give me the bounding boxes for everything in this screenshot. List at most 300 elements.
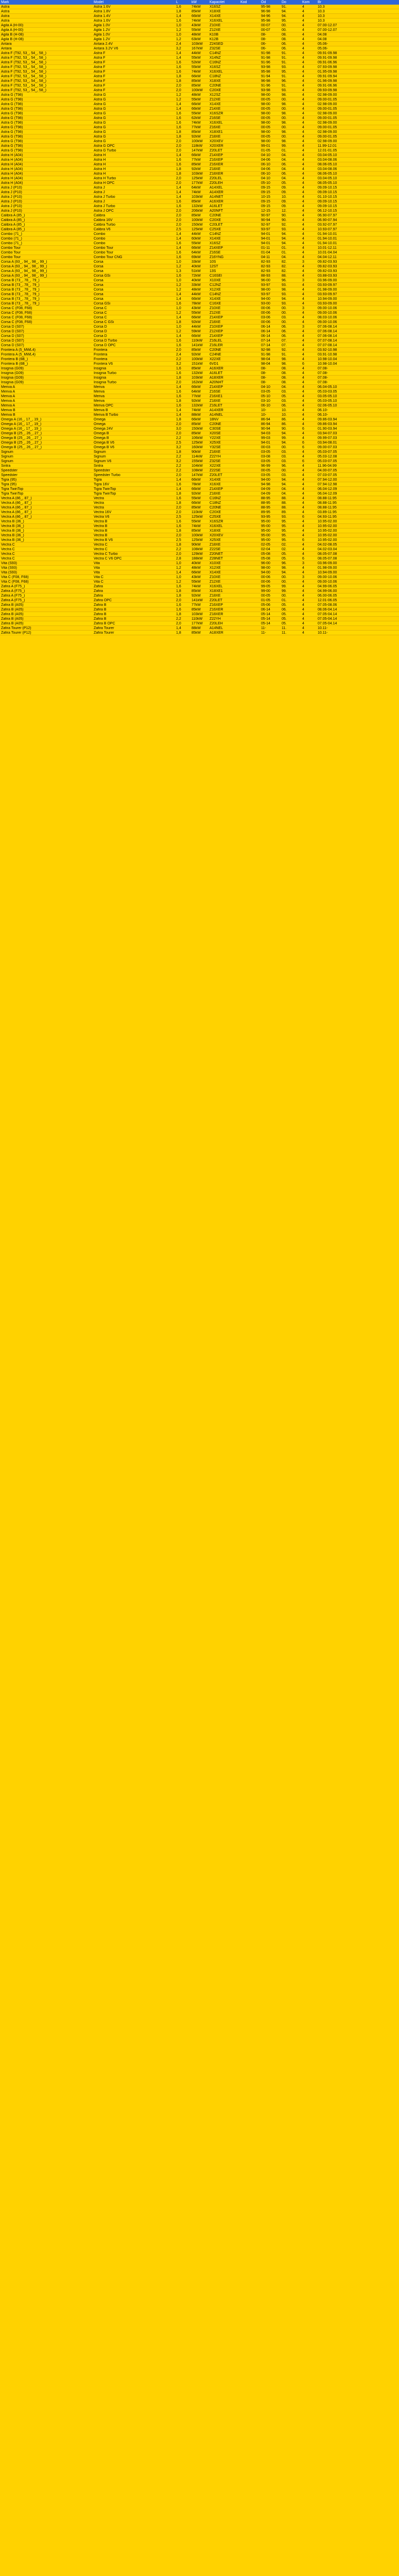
- cell-litres: 1,4: [176, 297, 181, 301]
- cell-kw: 63kW: [192, 37, 201, 41]
- table-row[interactable]: [0, 297, 399, 301]
- cell-count: 4: [302, 287, 304, 292]
- table-row[interactable]: [0, 408, 399, 413]
- cell-engine: Z18XE: [210, 450, 221, 454]
- table-row[interactable]: [0, 153, 399, 158]
- table-row[interactable]: [0, 255, 399, 260]
- cell-litres: 1,8: [176, 543, 181, 547]
- table-row[interactable]: [0, 366, 399, 371]
- table-row[interactable]: [0, 543, 399, 547]
- cell-kw: 44kW: [192, 325, 201, 329]
- cell-to: 09.: [282, 204, 287, 208]
- table-row[interactable]: [0, 51, 399, 56]
- table-row[interactable]: [0, 83, 399, 88]
- table-row[interactable]: [0, 607, 399, 612]
- cell-count: 4: [302, 185, 304, 190]
- cell-kw: 85kW: [192, 589, 201, 593]
- col-header-model[interactable]: Model: [94, 1, 104, 4]
- table-row[interactable]: [0, 88, 399, 93]
- table-row[interactable]: [0, 260, 399, 264]
- table-row[interactable]: [0, 134, 399, 139]
- table-row[interactable]: [0, 274, 399, 278]
- table-row[interactable]: [0, 315, 399, 320]
- cell-litres: 1,4: [176, 195, 181, 199]
- col-header-engine[interactable]: Kapacitet: [210, 1, 225, 4]
- cell-range: 10.93-07.97: [318, 227, 337, 231]
- cell-model: Astra H: [94, 162, 106, 166]
- table-row[interactable]: [0, 584, 399, 589]
- table-row[interactable]: [0, 445, 399, 450]
- table-row[interactable]: [0, 552, 399, 556]
- cell-litres: 2,8: [176, 556, 181, 561]
- cell-to: 91.: [282, 51, 287, 55]
- cell-litres: 1,6: [176, 250, 181, 255]
- cell-mark: Zafira B (A05): [1, 607, 24, 612]
- cell-model: Meriva: [94, 399, 105, 403]
- cell-mark: Vectra A (86_, 87_): [1, 505, 32, 510]
- cell-count: 4: [302, 130, 304, 134]
- cell-to: 90.: [282, 218, 287, 222]
- table-row[interactable]: [0, 621, 399, 626]
- cell-to: 03.: [282, 473, 287, 477]
- cell-litres: 3,2: [176, 459, 181, 463]
- table-row[interactable]: [0, 580, 399, 584]
- cell-from: 94-98: [261, 482, 270, 486]
- cell-litres: 1,2: [176, 93, 181, 97]
- cell-engine: A20NFT: [210, 209, 223, 213]
- table-row[interactable]: [0, 287, 399, 292]
- table-row[interactable]: [0, 70, 399, 74]
- cell-litres: 1,0: [176, 23, 181, 27]
- table-row[interactable]: [0, 56, 399, 60]
- cell-count: 4: [302, 93, 304, 97]
- cell-model: Astra J: [94, 190, 105, 194]
- cell-model: Zafira Tourer: [94, 626, 114, 630]
- cell-range: 10.3: [318, 9, 325, 13]
- cell-model: Combo: [94, 236, 106, 241]
- cell-count: 4: [302, 264, 304, 268]
- cell-litres: 1,2: [176, 287, 181, 292]
- table-row[interactable]: [0, 403, 399, 408]
- table-row[interactable]: [0, 292, 399, 297]
- table-row[interactable]: [0, 320, 399, 325]
- col-header-count[interactable]: Kom: [302, 1, 310, 4]
- col-header-litres[interactable]: L: [176, 1, 178, 4]
- cell-model: Vectra B: [94, 524, 108, 528]
- table-row[interactable]: [0, 65, 399, 70]
- table-row[interactable]: [0, 32, 399, 37]
- cell-engine: X10XE: [210, 561, 221, 565]
- cell-engine: Z16XE1: [210, 394, 223, 398]
- cell-model: Astra G: [94, 111, 106, 115]
- table-row[interactable]: [0, 334, 399, 338]
- cell-kw: 40kW: [192, 561, 201, 565]
- cell-to: 06.: [282, 162, 287, 166]
- cell-count: 3: [302, 306, 304, 310]
- cell-model: Astra H: [94, 167, 106, 171]
- table-row[interactable]: [0, 589, 399, 594]
- cell-from: 88-95: [261, 501, 270, 505]
- cell-from: 95-00: [261, 533, 270, 537]
- cell-count: 4: [302, 399, 304, 403]
- table-row[interactable]: [0, 116, 399, 121]
- cell-count: 4: [302, 450, 304, 454]
- cell-litres: 2,0: [176, 176, 181, 180]
- cell-from: 04-10: [261, 176, 270, 180]
- table-row[interactable]: [0, 515, 399, 519]
- cell-model: Combo: [94, 232, 106, 236]
- cell-count: 6: [302, 427, 304, 431]
- cell-model: Meriva B: [94, 408, 108, 412]
- table-row[interactable]: [0, 162, 399, 167]
- table-row[interactable]: [0, 413, 399, 417]
- table-row[interactable]: [0, 422, 399, 427]
- table-row[interactable]: [0, 232, 399, 236]
- cell-litres: 1,2: [176, 283, 181, 287]
- table-row[interactable]: [0, 241, 399, 246]
- cell-kw: 40kW: [192, 264, 201, 268]
- cell-engine: C18NZ: [210, 74, 221, 78]
- table-row[interactable]: [0, 482, 399, 487]
- cell-mark: Astra H (A04): [1, 158, 23, 162]
- table-row[interactable]: [0, 190, 399, 195]
- cell-model: Vectra B: [94, 529, 108, 533]
- cell-litres: 1,6: [176, 607, 181, 612]
- table-row[interactable]: [0, 213, 399, 218]
- cell-to: 98.: [282, 287, 287, 292]
- table-row[interactable]: [0, 269, 399, 274]
- table-row[interactable]: [0, 362, 399, 366]
- cell-mark: Vita (S93): [1, 561, 17, 565]
- table-row[interactable]: [0, 473, 399, 478]
- table-row[interactable]: [0, 97, 399, 102]
- table-row[interactable]: [0, 399, 399, 403]
- table-row[interactable]: [0, 223, 399, 227]
- cell-to: 95.: [282, 524, 287, 528]
- cell-litres: 2,2: [176, 436, 181, 440]
- cell-model: Zafira B: [94, 607, 107, 612]
- table-row[interactable]: [0, 42, 399, 46]
- cell-model: Vectra: [94, 501, 104, 505]
- table-row[interactable]: [0, 385, 399, 389]
- table-row[interactable]: [0, 529, 399, 533]
- table-row[interactable]: [0, 176, 399, 181]
- cell-engine: X14NZ: [210, 56, 221, 60]
- table-row[interactable]: [0, 311, 399, 315]
- table-row[interactable]: [0, 556, 399, 561]
- cell-model: Corsa: [94, 297, 103, 301]
- cell-kw: 40kW: [192, 278, 201, 282]
- table-row[interactable]: [0, 19, 399, 23]
- table-row[interactable]: [0, 487, 399, 492]
- cell-litres: 1,0: [176, 278, 181, 282]
- table-row[interactable]: [0, 148, 399, 153]
- table-row[interactable]: [0, 79, 399, 83]
- table-row[interactable]: [0, 376, 399, 380]
- cell-count: 4: [302, 209, 304, 213]
- cell-mark: Corsa B (73_, 78_, 79_): [1, 292, 40, 296]
- cell-kw: 206kW: [192, 209, 203, 213]
- cell-model: Meriva B Turbo: [94, 413, 118, 417]
- cell-kw: 66kW: [192, 102, 201, 106]
- cell-litres: 1,4: [176, 246, 181, 250]
- table-row[interactable]: [0, 93, 399, 97]
- cell-kw: 74kW: [192, 19, 201, 23]
- table-row[interactable]: [0, 250, 399, 255]
- cell-litres: 2,2: [176, 547, 181, 551]
- cell-litres: 1,4: [176, 56, 181, 60]
- table-row[interactable]: [0, 594, 399, 598]
- cell-from: 93-95: [261, 515, 270, 519]
- cell-mark: Signum: [1, 450, 13, 454]
- table-row[interactable]: [0, 431, 399, 436]
- cell-kw: 77kW: [192, 125, 201, 129]
- table-row[interactable]: [0, 172, 399, 176]
- table-row[interactable]: [0, 102, 399, 107]
- table-row[interactable]: [0, 380, 399, 385]
- table-row[interactable]: [0, 107, 399, 111]
- table-row[interactable]: [0, 9, 399, 14]
- cell-to: 00.: [282, 116, 287, 120]
- cell-range: 02.06-05.10: [318, 403, 337, 408]
- cell-count: 4: [302, 88, 304, 92]
- col-header-kw[interactable]: kW: [192, 1, 197, 4]
- table-row[interactable]: [0, 185, 399, 190]
- table-row[interactable]: [0, 352, 399, 357]
- cell-range: 07.00-12.07: [318, 23, 337, 27]
- cell-kw: 188kW: [192, 556, 203, 561]
- table-row[interactable]: [0, 264, 399, 269]
- cell-kw: 100kW: [192, 139, 203, 143]
- table-row[interactable]: [0, 570, 399, 575]
- cell-mark: Astra F (T92, 53_, 54_, 58_): [1, 70, 46, 74]
- table-row[interactable]: [0, 306, 399, 311]
- table-row[interactable]: [0, 130, 399, 134]
- table-row[interactable]: [0, 283, 399, 287]
- table-row[interactable]: [0, 167, 399, 172]
- cell-engine: X16XE: [210, 482, 221, 486]
- cell-engine: C20XE: [210, 510, 221, 514]
- table-row[interactable]: [0, 459, 399, 464]
- cell-engine: C25XE: [210, 227, 221, 231]
- cell-engine: X18XE1: [210, 130, 223, 134]
- table-row[interactable]: [0, 533, 399, 538]
- cell-count: 4: [302, 380, 304, 384]
- cell-range: 10.98-10.04: [318, 362, 337, 366]
- cell-range: 09.00-01.05: [318, 125, 337, 129]
- cell-from: 98-00: [261, 102, 270, 106]
- table-row[interactable]: [0, 246, 399, 250]
- cell-mark: Agila B (H-08): [1, 37, 24, 41]
- cell-from: 88-95: [261, 496, 270, 500]
- table-row[interactable]: [0, 125, 399, 130]
- cell-count: 4: [302, 524, 304, 528]
- table-row[interactable]: [0, 394, 399, 399]
- table-row[interactable]: [0, 561, 399, 566]
- cell-to: 95.: [282, 519, 287, 523]
- table-row[interactable]: [0, 14, 399, 19]
- cell-litres: 2,0: [176, 144, 181, 148]
- cell-count: 3: [302, 575, 304, 579]
- table-row[interactable]: [0, 46, 399, 51]
- table-row[interactable]: [0, 144, 399, 148]
- col-header-to[interactable]: Do: [282, 1, 286, 4]
- cell-litres: 2,0: [176, 422, 181, 426]
- cell-range: 07.05-04.14: [318, 617, 337, 621]
- col-header-mark[interactable]: Mark: [1, 1, 9, 4]
- cell-mark: Corsa D (S07): [1, 329, 24, 333]
- table-row[interactable]: [0, 450, 399, 454]
- cell-to: 98.: [282, 362, 287, 366]
- cell-litres: 2,0: [176, 83, 181, 88]
- table-row[interactable]: [0, 218, 399, 223]
- cell-count: 4: [302, 255, 304, 259]
- table-row[interactable]: [0, 278, 399, 283]
- col-header-range[interactable]: Br: [318, 1, 321, 4]
- col-header-from[interactable]: Od: [261, 1, 266, 4]
- cell-litres: 1,6: [176, 394, 181, 398]
- table-row[interactable]: [0, 181, 399, 185]
- table-row[interactable]: [0, 209, 399, 213]
- cell-range: 09.91-06.96: [318, 60, 337, 64]
- table-row[interactable]: [0, 348, 399, 352]
- cell-range: 09.91-09.94: [318, 74, 337, 78]
- cell-from: 94-01: [261, 236, 270, 241]
- cell-mark: Omega B (25_, 26_, 27_): [1, 440, 42, 445]
- cell-kw: 92kW: [192, 492, 201, 496]
- table-row[interactable]: [0, 575, 399, 580]
- cell-mark: Combo (71_): [1, 241, 22, 245]
- table-row[interactable]: [0, 626, 399, 631]
- cell-mark: Vectra B (36_): [1, 519, 24, 523]
- table-row[interactable]: [0, 492, 399, 496]
- table-row[interactable]: [0, 338, 399, 343]
- table-row[interactable]: [0, 468, 399, 473]
- cell-model: Agila 1.0V: [94, 32, 110, 37]
- cell-from: 94-01: [261, 241, 270, 245]
- cell-to: 95.: [282, 19, 287, 23]
- cell-to: 00.: [282, 445, 287, 449]
- cell-to: 05.: [282, 394, 287, 398]
- cell-model: Astra H OPC: [94, 181, 115, 185]
- table-row[interactable]: [0, 524, 399, 529]
- table-row[interactable]: [0, 598, 399, 603]
- cell-to: 96.: [282, 561, 287, 565]
- cell-from: 93-98: [261, 65, 270, 69]
- table-row[interactable]: [0, 389, 399, 394]
- table-row[interactable]: [0, 478, 399, 482]
- table-row[interactable]: [0, 631, 399, 635]
- table-row[interactable]: [0, 121, 399, 125]
- cell-count: 4: [302, 603, 304, 607]
- cell-model: Astra G: [94, 93, 106, 97]
- cell-engine: Z14XEP: [210, 487, 223, 491]
- table-row[interactable]: [0, 371, 399, 376]
- table-row[interactable]: [0, 464, 399, 468]
- cell-model: Agila 1.0V: [94, 23, 110, 27]
- table-row[interactable]: [0, 612, 399, 617]
- table-row[interactable]: [0, 139, 399, 144]
- table-row[interactable]: [0, 111, 399, 116]
- table-row[interactable]: [0, 505, 399, 510]
- cell-mark: Agila A (H-00): [1, 23, 24, 27]
- cell-from: 07-14: [261, 343, 270, 347]
- cell-count: 3: [302, 260, 304, 264]
- table-row[interactable]: [0, 60, 399, 65]
- cell-litres: 2,5: [176, 440, 181, 445]
- table-row[interactable]: [0, 440, 399, 445]
- cell-count: 4: [302, 153, 304, 157]
- table-row[interactable]: [0, 510, 399, 515]
- cell-mark: Insignia (G09): [1, 376, 24, 380]
- table-row[interactable]: [0, 427, 399, 431]
- cell-count: 4: [302, 334, 304, 338]
- table-row[interactable]: [0, 547, 399, 552]
- table-row[interactable]: [0, 501, 399, 505]
- cell-model: Zafira B: [94, 617, 107, 621]
- cell-litres: 2,0: [176, 505, 181, 510]
- cell-kw: 106kW: [192, 436, 203, 440]
- cell-count: 3: [302, 561, 304, 565]
- cell-kw: 100kW: [192, 88, 203, 92]
- table-row[interactable]: [0, 454, 399, 459]
- cell-to: 94.: [282, 297, 287, 301]
- table-row[interactable]: [0, 28, 399, 32]
- cell-litres: 1,6: [176, 121, 181, 125]
- table-row[interactable]: [0, 37, 399, 42]
- table-row[interactable]: [0, 195, 399, 199]
- table-row[interactable]: [0, 325, 399, 329]
- table-row[interactable]: [0, 357, 399, 362]
- cell-to: 91.: [282, 74, 287, 78]
- cell-litres: 1,6: [176, 60, 181, 64]
- cell-range: 04.93-11.95: [318, 515, 337, 519]
- cell-model: Vectra C: [94, 547, 108, 551]
- table-row[interactable]: [0, 519, 399, 524]
- cell-model: Astra G: [94, 116, 106, 120]
- cell-kw: 92kW: [192, 134, 201, 139]
- cell-mark: Agila A (H-00): [1, 28, 24, 32]
- cell-mark: Astra G (T98): [1, 134, 23, 139]
- cell-model: Astra F: [94, 83, 106, 88]
- table-row[interactable]: [0, 496, 399, 501]
- table-row[interactable]: [0, 301, 399, 306]
- table-row[interactable]: [0, 227, 399, 232]
- cell-engine: A14NEL: [210, 626, 223, 630]
- table-row[interactable]: [0, 5, 399, 9]
- col-header-code[interactable]: Kod: [240, 1, 247, 4]
- table-row[interactable]: [0, 74, 399, 79]
- table-row[interactable]: [0, 417, 399, 422]
- table-row[interactable]: [0, 158, 399, 162]
- table-row[interactable]: [0, 199, 399, 204]
- cell-range: 03.04-08.06: [318, 158, 337, 162]
- table-row[interactable]: [0, 343, 399, 348]
- table-row[interactable]: [0, 566, 399, 570]
- cell-litres: 1,0: [176, 32, 181, 37]
- cell-litres: 1,4: [176, 413, 181, 417]
- cell-from: 05-14: [261, 617, 270, 621]
- cell-from: 98-00: [261, 130, 270, 134]
- table-row[interactable]: [0, 204, 399, 209]
- table-row[interactable]: [0, 23, 399, 28]
- table-row[interactable]: [0, 236, 399, 241]
- table-row[interactable]: [0, 617, 399, 621]
- table-row[interactable]: [0, 603, 399, 607]
- table-row[interactable]: [0, 436, 399, 440]
- table-row[interactable]: [0, 329, 399, 334]
- table-row[interactable]: [0, 538, 399, 543]
